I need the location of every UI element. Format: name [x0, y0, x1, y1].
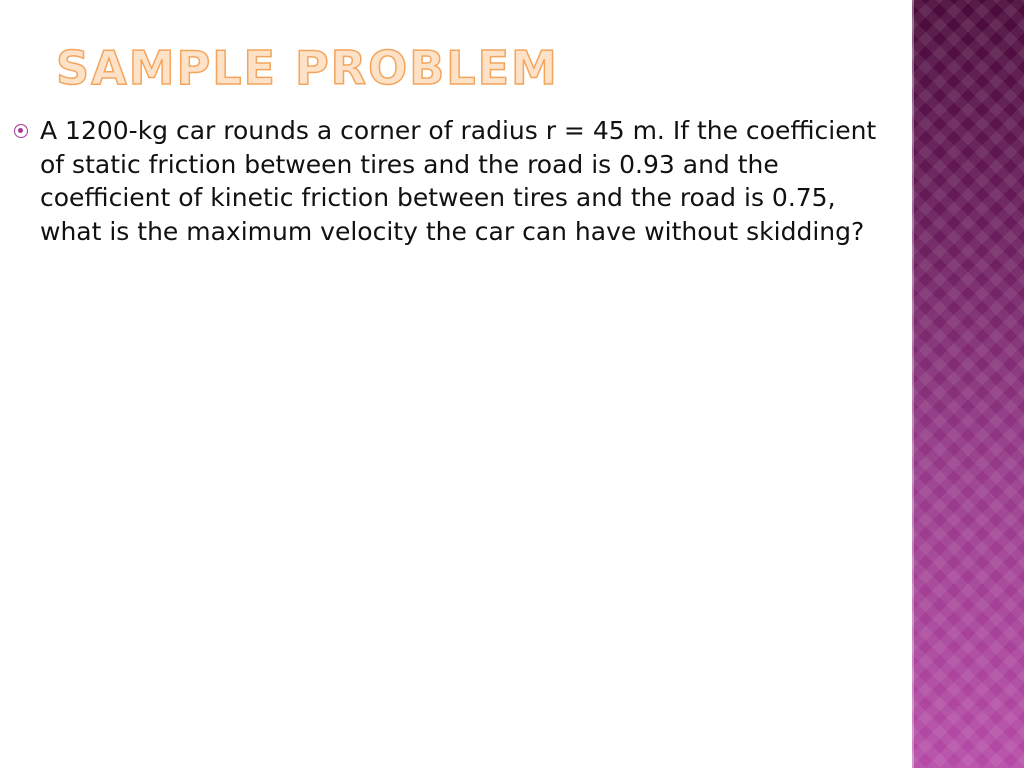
- slide-title: SAMPLE PROBLEM: [56, 41, 559, 95]
- bullet-text: A 1200-kg car rounds a corner of radius r = 45 m. If the coefficient of static friction between tires and the road is 0.93 and the coefficient of kinetic friction between tires and the road is 0.75, what is the maximum velocity the car can have without skidding?: [40, 116, 877, 246]
- side-band-edge: [912, 0, 914, 768]
- bullet-item: [10, 114, 900, 248]
- slide-body: [10, 114, 900, 248]
- decorative-side-band: [912, 0, 1024, 768]
- circle-bullet-icon: [14, 124, 28, 138]
